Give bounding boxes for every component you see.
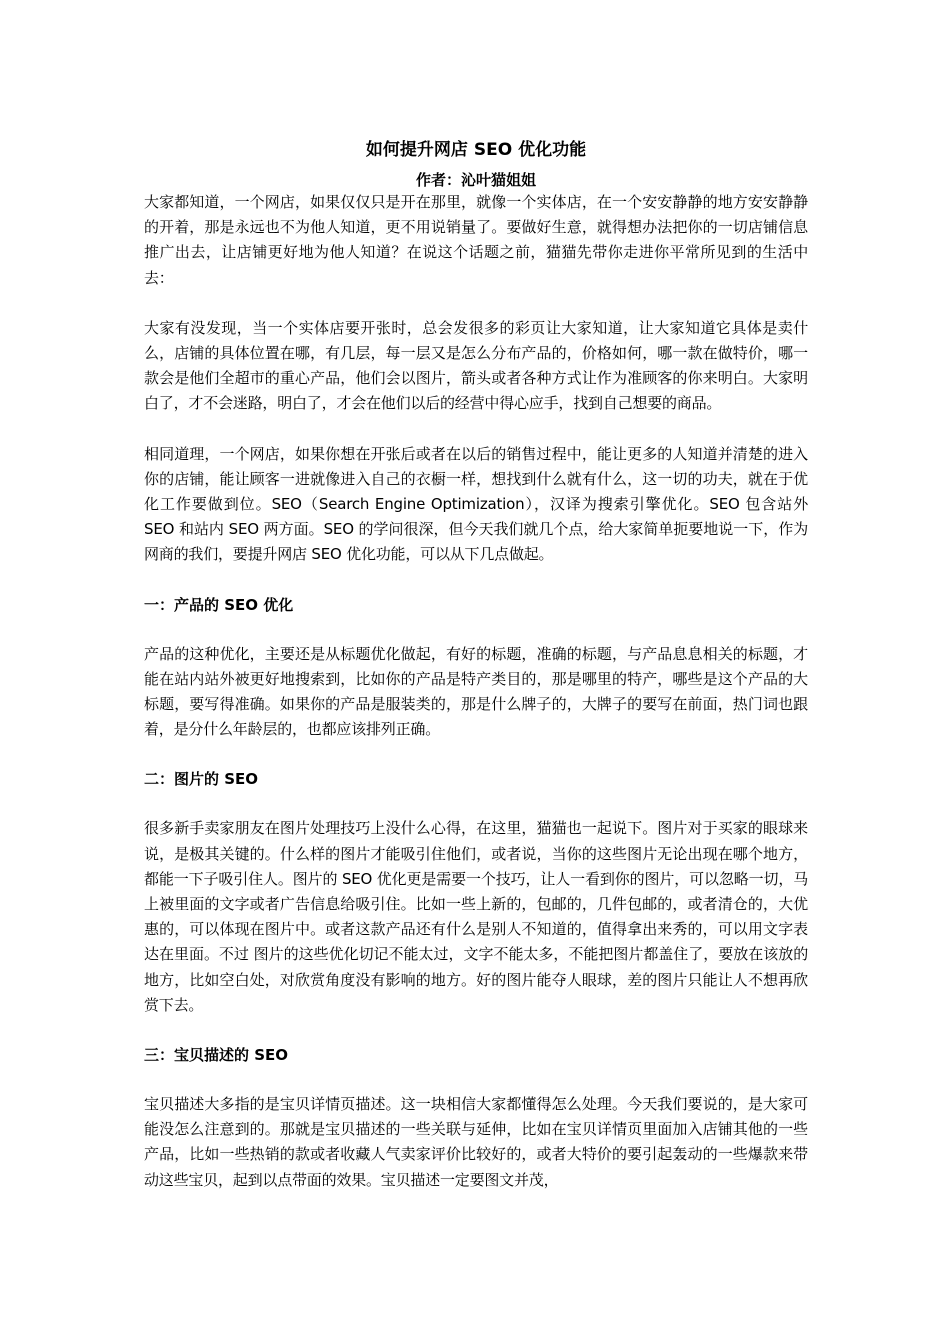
document-page	[144, 132, 808, 1193]
section-body-description-seo: 宝贝描述大多指的是宝贝详情页描述。这一块相信大家都懂得怎么处理。今天我们要说的，是大家可能没怎么注意到的。那就是宝贝描述的一些关联与延伸，比如在宝贝详情页里面加入店铺其他的一些产品，比如一些热销的款或者收藏人气卖家评价比较好的，或者大特价的要引起轰动的一些爆款来带动这些宝贝，起到以点带面的效果。宝贝描述一定要图文并茂，	[144, 1095, 808, 1189]
document-author: 作者：沁叶猫姐姐	[415, 171, 536, 189]
intro-paragraph: 大家有没发现，当一个实体店要开张时，总会发很多的彩页让大家知道，让大家知道它具体是卖什么，店铺的具体位置在哪，有几层，每一层又是怎么分布产品的，价格如何，哪一款在做特价，哪一款会是他们全超市的重心产品，他们会以图片，箭头或者各种方式让作为准顾客的你来明白。大家明白了，才不会迷路，明白了，才会在他们以后的经营中得心应手，找到自己想要的商品。	[144, 318, 808, 413]
section-heading-description-seo: 三：宝贝描述的 SEO	[144, 1046, 289, 1065]
intro-paragraph: 大家都知道，一个网店，如果仅仅只是开在那里，就像一个实体店，在一个安安静静的地方安安静静的开着，那是永远也不为他人知道，更不用说销量了。要做好生意，就得想办法把你的一切店铺信息推广出去，让店铺更好地为他人知道？在说这个话题之前，猫猫先带你走进你平常所见到的生活中去：	[144, 193, 808, 287]
section-heading-product-seo: 一：产品的 SEO 优化	[144, 595, 294, 614]
section-body-image-seo: 很多新手卖家朋友在图片处理技巧上没什么心得，在这里，猫猫也一起说下。图片对于买家的眼球来说，是极其关键的。什么样的图片才能吸引住他们，或者说，当你的这些图片无论出现在哪个地方，都能一下子吸引住人。图片的 SEO 优化更是需要一个技巧，让人一看到你的图片，可以忽略一切，马上被里面的文字或者广告信息给吸引住。比如一些上新的，包邮的，几件包邮的，或者清仓的，大优惠的，可以体现在图片中。或者这款产品还有什么是别人不知道的，值得拿出来秀的，可以用文字表达在里面。不过 图片的这些优化切记不能太过，文字不能太多，不能把图片都盖住了，要放在该放的地方，比如空白处，对欣赏角度没有影响的地方。好的图片能夺人眼球，差的图片只能让人不想再欣赏下去。	[144, 819, 808, 1014]
document-title: 如何提升网店 SEO 优化功能	[365, 140, 587, 160]
section-body-product-seo: 产品的这种优化，主要还是从标题优化做起，有好的标题，准确的标题，与产品息息相关的标题，才能在站内站外被更好地搜索到，比如你的产品是特产类目的，那是哪里的特产，哪些是这个产品的大标题，要写得准确。如果你的产品是服装类的，那是什么牌子的，大牌子的要写在前面，热门词也跟着，是分什么年龄层的，也都应该排列正确。	[144, 644, 808, 739]
intro-paragraph: 相同道理，一个网店，如果你想在开张后或者在以后的销售过程中，能让更多的人知道并清楚的进入你的店铺，能让顾客一进就像进入自己的衣橱一样，想找到什么就有什么，这一切的功夫，就在于优化工作要做到位。SEO（Search Engine Optimization），汉译为搜索引擎优化。SEO 包含站外 SEO 和站内 SEO 两方面。SEO 的学问很深，但今天我们就几个点，给大家简单扼要地说一下，作为网商的我们，要提升网店 SEO 优化功能，可以从下几点做起。	[144, 444, 808, 564]
section-heading-image-seo: 二：图片的 SEO	[144, 770, 259, 789]
